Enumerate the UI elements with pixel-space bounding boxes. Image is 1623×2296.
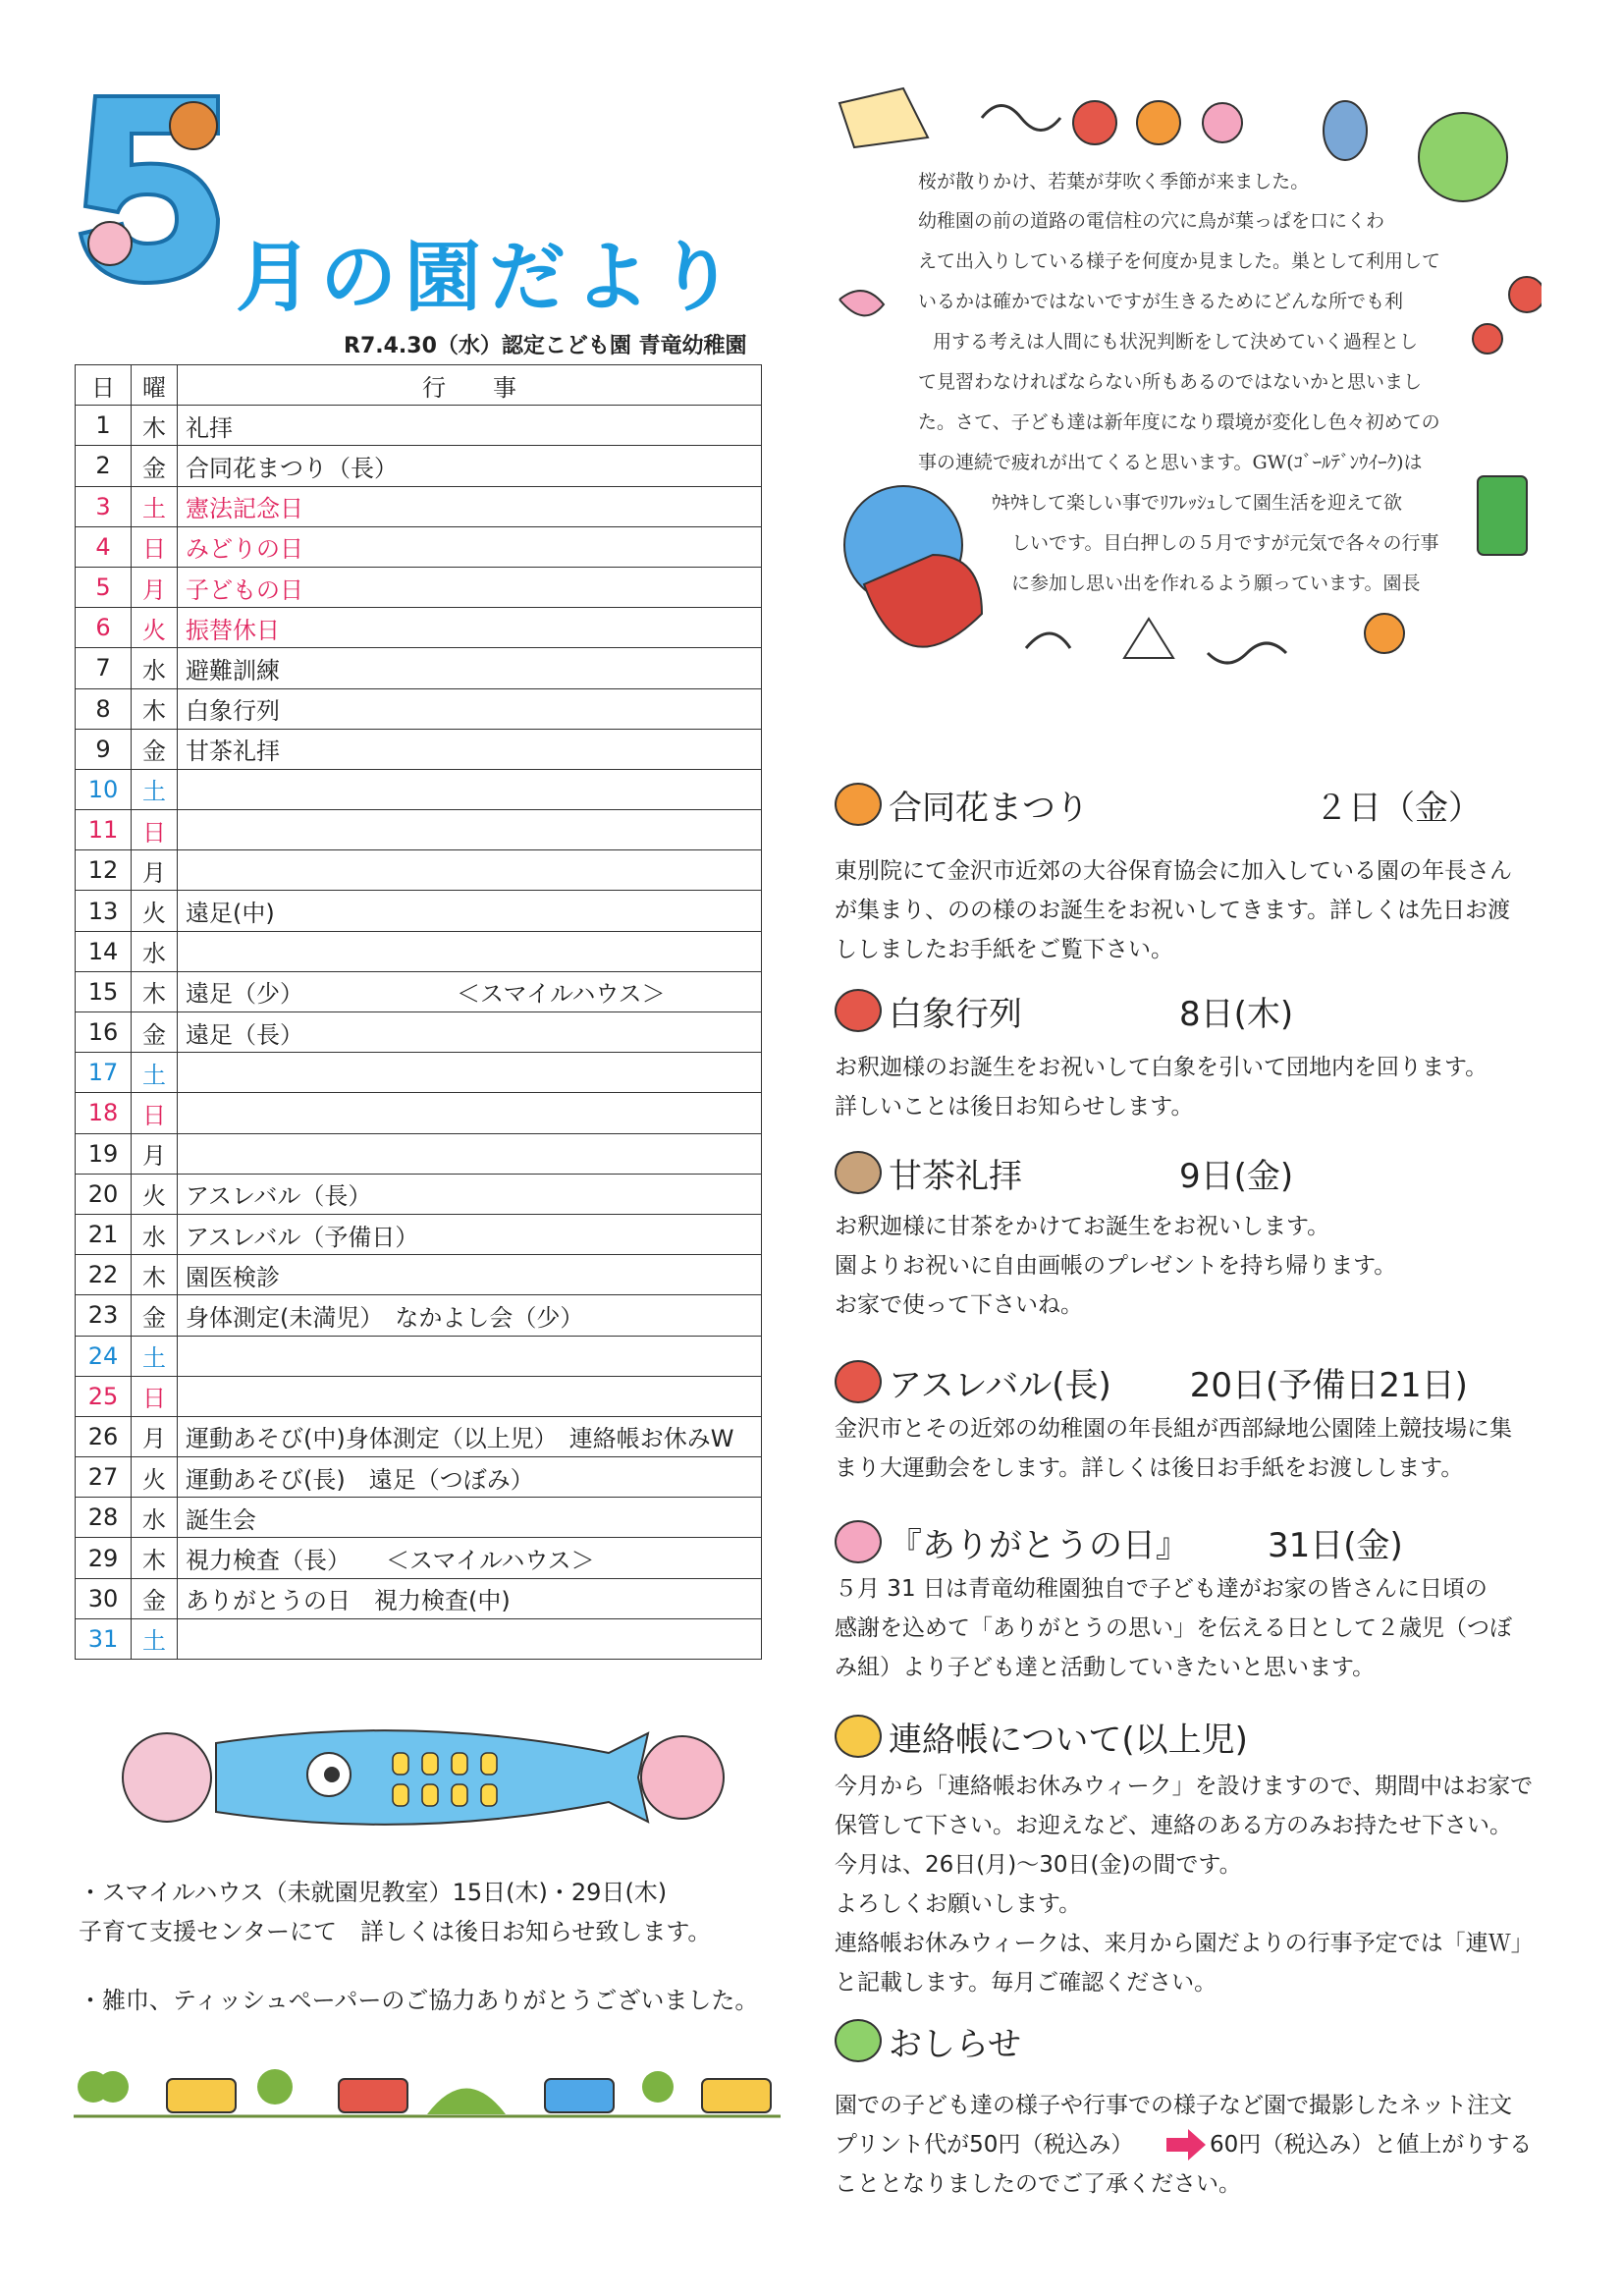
calendar-day: 20 bbox=[76, 1174, 132, 1214]
section-date: 31日(金) bbox=[1268, 1526, 1403, 1565]
section-heading bbox=[889, 2017, 1021, 2065]
section-title: 連絡帳について(以上児) bbox=[889, 1721, 1248, 1760]
calendar-row bbox=[76, 1457, 762, 1498]
section-illustration-icon bbox=[835, 1360, 882, 1403]
section-body-line: ５月 31 日は青竜幼稚園独自で子ども達がお家の皆さんに日頃の bbox=[835, 1576, 1488, 1602]
calendar-row bbox=[76, 446, 762, 486]
calendar-weekday: 土 bbox=[132, 769, 178, 809]
calendar-weekday: 水 bbox=[132, 931, 178, 971]
letter-line: て見習わなければならない所もあるのではないかと思いまし bbox=[918, 371, 1423, 393]
section-illustration-icon bbox=[835, 1715, 882, 1758]
section-body-line: と記載します。毎月ご確認ください。 bbox=[835, 1970, 1217, 1995]
calendar-weekday: 土 bbox=[132, 486, 178, 526]
calendar-row bbox=[76, 729, 762, 769]
calendar-event: 遠足（少） ＜スマイルハウス＞ bbox=[178, 971, 762, 1011]
header-events: 行 事 bbox=[178, 365, 762, 406]
calendar-row bbox=[76, 850, 762, 891]
calendar-weekday: 木 bbox=[132, 688, 178, 729]
issue-info: R7.4.30（水）認定こども園 青竜幼稚園 bbox=[344, 334, 747, 358]
calendar-weekday: 金 bbox=[132, 729, 178, 769]
section-illustration-icon bbox=[835, 989, 882, 1032]
calendar-row bbox=[76, 1012, 762, 1053]
letter-line: えて出入りしている様子を何度か見ました。巣として利用して bbox=[918, 250, 1441, 272]
letter-line: しいです。目白押しの５月ですが元気で各々の行事 bbox=[1011, 532, 1439, 554]
note-smile-house: ・スマイルハウス（未就園児教室）15日(木)・29日(木) bbox=[79, 1879, 668, 1906]
calendar-row bbox=[76, 1255, 762, 1295]
calendar-weekday: 木 bbox=[132, 1538, 178, 1578]
vehicle-border-illustration bbox=[74, 2057, 781, 2136]
section-title: 合同花まつり bbox=[889, 789, 1089, 828]
calendar-day: 21 bbox=[76, 1214, 132, 1254]
section-body-line: 金沢市とその近郊の幼稚園の年長組が西部緑地公園陸上競技場に集 bbox=[835, 1416, 1512, 1442]
calendar-day: 26 bbox=[76, 1416, 132, 1456]
calendar-event: 振替休日 bbox=[178, 608, 762, 648]
calendar-weekday: 火 bbox=[132, 1174, 178, 1214]
calendar-row bbox=[76, 1538, 762, 1578]
calendar-day: 12 bbox=[76, 850, 132, 891]
calendar-day: 7 bbox=[76, 648, 132, 688]
calendar-event bbox=[178, 850, 762, 891]
calendar-event bbox=[178, 1618, 762, 1659]
calendar-row bbox=[76, 1618, 762, 1659]
calendar-row bbox=[76, 769, 762, 809]
note-thanks: ・雑巾、ティッシュペーパーのご協力ありがとうございました。 bbox=[79, 1987, 759, 2014]
calendar-row bbox=[76, 406, 762, 446]
calendar-weekday: 火 bbox=[132, 1457, 178, 1498]
section-heading bbox=[889, 1713, 1248, 1761]
calendar-day: 31 bbox=[76, 1618, 132, 1659]
calendar-row bbox=[76, 1214, 762, 1254]
section-body-line: お家で使って下さいね。 bbox=[835, 1292, 1083, 1318]
header-day: 日 bbox=[76, 365, 132, 406]
calendar-event: みどりの日 bbox=[178, 526, 762, 567]
calendar-day: 8 bbox=[76, 688, 132, 729]
calendar-weekday: 土 bbox=[132, 1618, 178, 1659]
calendar-event bbox=[178, 1336, 762, 1376]
letter-line: 事の連続で疲れが出てくると思います。GW(ｺﾞｰﾙﾃﾞﾝｳｲｰｸ)は bbox=[918, 452, 1423, 473]
section-date: ２日（金） bbox=[1315, 789, 1482, 828]
calendar-weekday: 木 bbox=[132, 971, 178, 1011]
section-body-line: 詳しいことは後日お知らせします。 bbox=[835, 1094, 1194, 1120]
section-illustration-icon bbox=[835, 783, 882, 826]
calendar-event: 憲法記念日 bbox=[178, 486, 762, 526]
price-arrow-icon bbox=[1166, 2129, 1206, 2160]
calendar-event bbox=[178, 931, 762, 971]
calendar-weekday: 木 bbox=[132, 1255, 178, 1295]
calendar-day: 13 bbox=[76, 891, 132, 931]
calendar-event bbox=[178, 1133, 762, 1174]
letter-line: に参加し思い出を作れるよう願っています。園長 bbox=[1011, 573, 1421, 594]
event-calendar bbox=[75, 364, 762, 1660]
calendar-weekday: 日 bbox=[132, 810, 178, 850]
calendar-event: 視力検査（長） ＜スマイルハウス＞ bbox=[178, 1538, 762, 1578]
calendar-header-row bbox=[76, 365, 762, 406]
calendar-row bbox=[76, 1498, 762, 1538]
calendar-row bbox=[76, 1578, 762, 1618]
calendar-day: 6 bbox=[76, 608, 132, 648]
section-illustration-icon bbox=[835, 1520, 882, 1563]
calendar-event: 遠足(中) bbox=[178, 891, 762, 931]
section-body-line: み組）より子ども達と活動していきたいと思います。 bbox=[835, 1655, 1376, 1680]
calendar-event: アスレバル（長） bbox=[178, 1174, 762, 1214]
calendar-row bbox=[76, 526, 762, 567]
calendar-day: 29 bbox=[76, 1538, 132, 1578]
calendar-day: 14 bbox=[76, 931, 132, 971]
calendar-day: 28 bbox=[76, 1498, 132, 1538]
big-five-logo bbox=[71, 86, 238, 288]
calendar-event: 園医検診 bbox=[178, 1255, 762, 1295]
carp-streamer-illustration bbox=[98, 1714, 736, 1841]
newsletter-title: 月の園だより bbox=[236, 234, 743, 322]
note-support-center: 子育て支援センターにて 詳しくは後日お知らせ致します。 bbox=[79, 1918, 712, 1945]
calendar-weekday: 水 bbox=[132, 1498, 178, 1538]
calendar-row bbox=[76, 1295, 762, 1336]
calendar-weekday: 月 bbox=[132, 567, 178, 607]
calendar-day: 16 bbox=[76, 1012, 132, 1053]
calendar-event: 誕生会 bbox=[178, 1498, 762, 1538]
section-body-line: 園よりお祝いに自由画帳のプレゼントを持ち帰ります。 bbox=[835, 1253, 1397, 1279]
calendar-event bbox=[178, 1376, 762, 1416]
section-illustration-icon bbox=[835, 1151, 882, 1194]
section-title: 甘茶礼拝 bbox=[889, 1157, 1022, 1196]
calendar-row bbox=[76, 1376, 762, 1416]
letter-line: 幼稚園の前の道路の電信柱の穴に鳥が葉っぱを口にくわ bbox=[918, 210, 1385, 232]
calendar-weekday: 金 bbox=[132, 1012, 178, 1053]
calendar-weekday: 日 bbox=[132, 526, 178, 567]
calendar-day: 11 bbox=[76, 810, 132, 850]
calendar-day: 19 bbox=[76, 1133, 132, 1174]
section-heading bbox=[889, 1149, 1293, 1197]
calendar-day: 9 bbox=[76, 729, 132, 769]
section-heading bbox=[889, 781, 1482, 829]
section-title: おしらせ bbox=[889, 2025, 1021, 2064]
letter-line: いるかは確かではないですが生きるためにどんな所でも利 bbox=[918, 291, 1404, 312]
calendar-row bbox=[76, 810, 762, 850]
calendar-weekday: 水 bbox=[132, 648, 178, 688]
section-body-line: 保管して下さい。お迎えなど、連絡のある方のみお持たせ下さい。 bbox=[835, 1813, 1512, 1838]
calendar-row bbox=[76, 1174, 762, 1214]
calendar-weekday: 日 bbox=[132, 1093, 178, 1133]
calendar-row bbox=[76, 971, 762, 1011]
letter-line: 桜が散りかけ、若葉が芽吹く季節が来ました。 bbox=[918, 171, 1310, 192]
calendar-event: ありがとうの日 視力検査(中) bbox=[178, 1578, 762, 1618]
letter-line: 用する考えは人間にも状況判断をして決めていく過程とし bbox=[933, 331, 1419, 353]
calendar-event bbox=[178, 810, 762, 850]
calendar-weekday: 金 bbox=[132, 1295, 178, 1336]
calendar-day: 27 bbox=[76, 1457, 132, 1498]
calendar-day: 18 bbox=[76, 1093, 132, 1133]
calendar-event: 運動あそび(中)身体測定（以上児） 連絡帳お休みW bbox=[178, 1416, 762, 1456]
calendar-row bbox=[76, 1133, 762, 1174]
calendar-row bbox=[76, 1053, 762, 1093]
calendar-event bbox=[178, 769, 762, 809]
section-heading bbox=[889, 1518, 1403, 1566]
calendar-weekday: 金 bbox=[132, 446, 178, 486]
section-heading bbox=[889, 987, 1293, 1035]
calendar-day: 3 bbox=[76, 486, 132, 526]
calendar-row bbox=[76, 1336, 762, 1376]
calendar-weekday: 金 bbox=[132, 1578, 178, 1618]
calendar-row bbox=[76, 931, 762, 971]
calendar-day: 17 bbox=[76, 1053, 132, 1093]
calendar-row bbox=[76, 567, 762, 607]
calendar-row bbox=[76, 486, 762, 526]
section-title: 白象行列 bbox=[889, 995, 1022, 1034]
header-weekday: 曜 bbox=[132, 365, 178, 406]
section-date: 20日(予備日21日) bbox=[1189, 1366, 1468, 1405]
section-body-line: 連絡帳お休みウィークは、来月から園だよりの行事予定では「連Ｗ」 bbox=[835, 1931, 1534, 1956]
calendar-weekday: 土 bbox=[132, 1053, 178, 1093]
calendar-weekday: 土 bbox=[132, 1336, 178, 1376]
section-body-line: まり大運動会をします。詳しくは後日お手紙をお渡しします。 bbox=[835, 1455, 1464, 1481]
section-body-line: 感謝を込めて「ありがとうの思い」を伝える日として２歳児（つぼ bbox=[835, 1615, 1512, 1641]
calendar-weekday: 水 bbox=[132, 1214, 178, 1254]
calendar-event bbox=[178, 1053, 762, 1093]
calendar-row bbox=[76, 1093, 762, 1133]
calendar-day: 5 bbox=[76, 567, 132, 607]
calendar-row bbox=[76, 891, 762, 931]
section-date: 8日(木) bbox=[1179, 995, 1294, 1034]
section-body-line: お釈迦様のお誕生をお祝いして白象を引いて団地内を回ります。 bbox=[835, 1055, 1488, 1080]
letter-line: ｳｷｳｷして楽しい事でﾘﾌﾚｯｼｭして園生活を迎えて欲 bbox=[992, 492, 1403, 514]
section-body-line: が集まり、のの様のお誕生をお祝いしてきます。詳しくは先日お渡 bbox=[835, 898, 1511, 923]
section-body-line: 60円（税込み）と値上がりする bbox=[1210, 2132, 1533, 2158]
calendar-weekday: 火 bbox=[132, 891, 178, 931]
calendar-day: 4 bbox=[76, 526, 132, 567]
section-body-line: 園での子ども達の様子や行事での様子など園で撮影したネット注文 bbox=[835, 2093, 1512, 2118]
calendar-day: 2 bbox=[76, 446, 132, 486]
calendar-day: 25 bbox=[76, 1376, 132, 1416]
calendar-day: 22 bbox=[76, 1255, 132, 1295]
section-heading bbox=[889, 1358, 1468, 1406]
calendar-row bbox=[76, 1416, 762, 1456]
calendar-day: 10 bbox=[76, 769, 132, 809]
calendar-weekday: 月 bbox=[132, 1133, 178, 1174]
calendar-day: 24 bbox=[76, 1336, 132, 1376]
calendar-day: 15 bbox=[76, 971, 132, 1011]
section-title: 『ありがとうの日』 bbox=[889, 1526, 1189, 1565]
section-body-line: 今月から「連絡帳お休みウィーク」を設けますので、期間中はお家で bbox=[835, 1774, 1534, 1799]
calendar-weekday: 火 bbox=[132, 608, 178, 648]
calendar-row bbox=[76, 688, 762, 729]
calendar-event: 運動あそび(長) 遠足（つぼみ） bbox=[178, 1457, 762, 1498]
calendar-event: 白象行列 bbox=[178, 688, 762, 729]
calendar-day: 30 bbox=[76, 1578, 132, 1618]
calendar-row bbox=[76, 608, 762, 648]
calendar-event: 甘茶礼拝 bbox=[178, 729, 762, 769]
calendar-weekday: 木 bbox=[132, 406, 178, 446]
letter-line: た。さて、子ども達は新年度になり環境が変化し色々初めての bbox=[918, 411, 1440, 433]
calendar-event: 遠足（長） bbox=[178, 1012, 762, 1053]
calendar-event: 合同花まつり（長） bbox=[178, 446, 762, 486]
calendar-day: 23 bbox=[76, 1295, 132, 1336]
section-body-line: こととなりましたのでご了承ください。 bbox=[835, 2171, 1241, 2197]
calendar-weekday: 月 bbox=[132, 850, 178, 891]
section-title: アスレバル(長) bbox=[889, 1366, 1111, 1405]
calendar-event: 身体測定(未満児） なかよし会（少） bbox=[178, 1295, 762, 1336]
section-illustration-icon bbox=[835, 2019, 882, 2062]
section-body-line: 東別院にて金沢市近郊の大谷保育協会に加入している園の年長さん bbox=[835, 858, 1512, 884]
section-body-line: お釈迦様に甘茶をかけてお誕生をお祝いします。 bbox=[835, 1214, 1330, 1239]
calendar-event bbox=[178, 1093, 762, 1133]
section-body-line: よろしくお願いします。 bbox=[835, 1891, 1082, 1917]
calendar-event: 礼拝 bbox=[178, 406, 762, 446]
section-body-line: プリント代が50円（税込み） bbox=[835, 2132, 1134, 2158]
calendar-day: 1 bbox=[76, 406, 132, 446]
calendar-row bbox=[76, 648, 762, 688]
calendar-weekday: 月 bbox=[132, 1416, 178, 1456]
section-body-line: 今月は、26日(月)～30日(金)の間です。 bbox=[835, 1852, 1242, 1878]
section-body-line: ししましたお手紙をご覧下さい。 bbox=[835, 937, 1173, 962]
calendar-event: 子どもの日 bbox=[178, 567, 762, 607]
calendar-weekday: 日 bbox=[132, 1376, 178, 1416]
calendar-event: アスレバル（予備日） bbox=[178, 1214, 762, 1254]
calendar-event: 避難訓練 bbox=[178, 648, 762, 688]
section-date: 9日(金) bbox=[1179, 1157, 1294, 1196]
